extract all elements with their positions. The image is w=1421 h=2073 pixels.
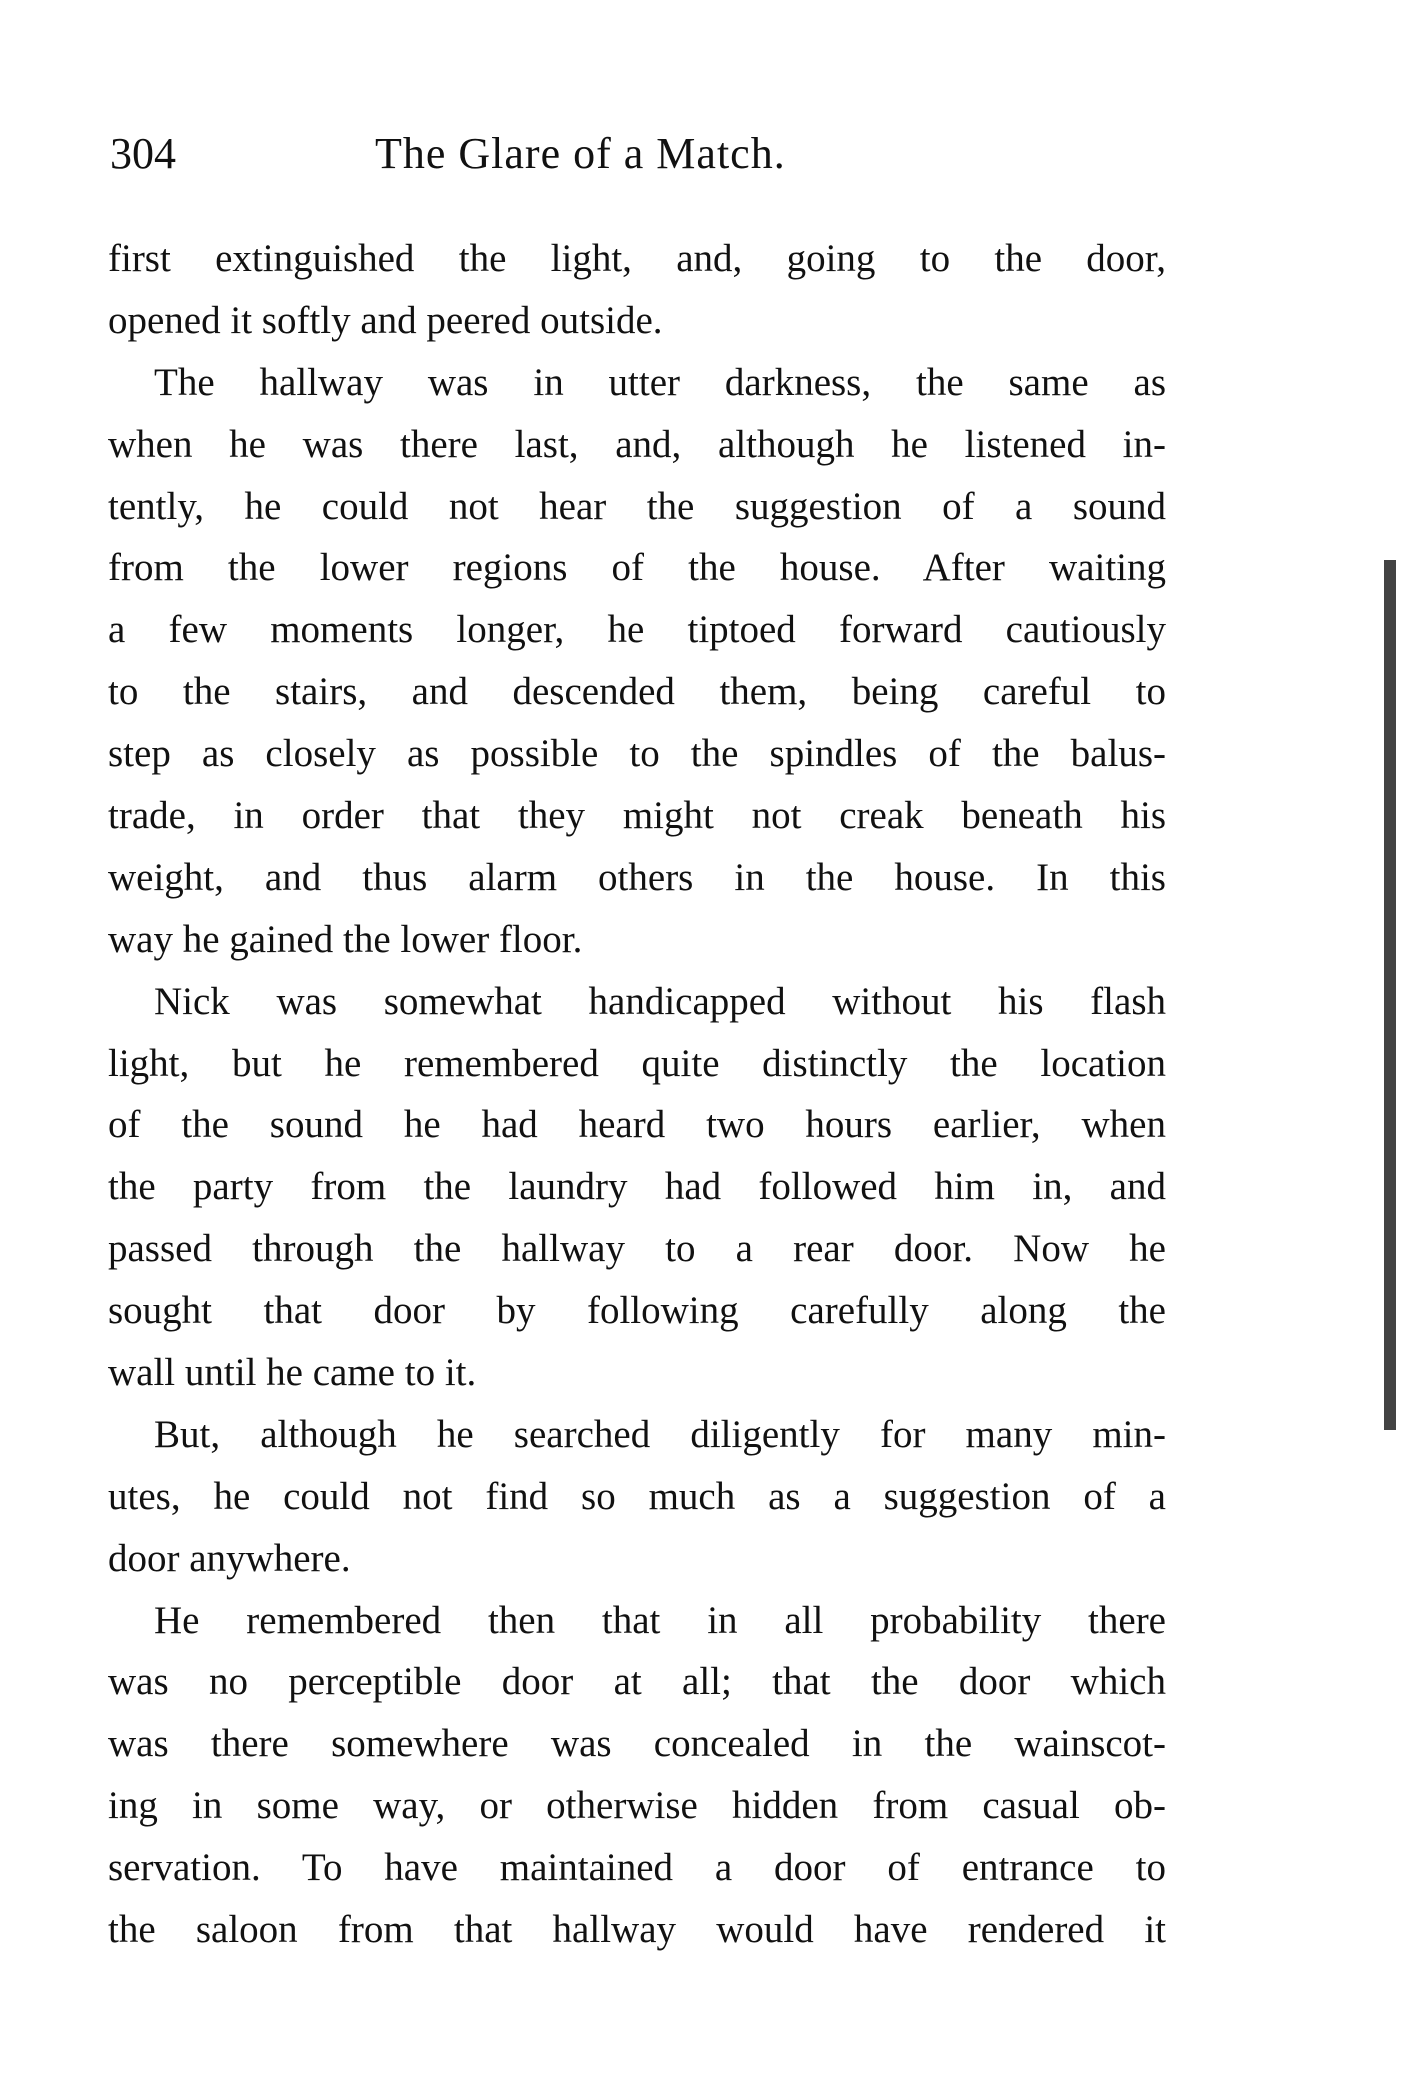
text-line: wall until he came to it. [108,1351,477,1395]
text-line: passed through the hallway to a rear door. Now he [108,1227,1166,1271]
text-line: way he gained the lower floor. [108,917,583,961]
text-line: He remembered then that in all probability there [154,1598,1166,1642]
text-line: step as closely as possible to the spindles of the balus- [108,732,1166,776]
running-title: The Glare of a Match. [375,129,786,178]
running-header [110,128,1170,188]
text-line: the party from the laundry had followed him in, and [108,1165,1166,1209]
text-line: first extinguished the light, and, going to the door, [108,237,1166,280]
text-line: was there somewhere was concealed in the wainscot- [108,1722,1166,1766]
text-line: The hallway was in utter darkness, the same as [154,360,1166,404]
text-line: But, although he searched diligently for many min- [154,1412,1166,1456]
body-text [108,228,1166,1961]
text-line: utes, he could not find so much as a suggestion of a [108,1474,1166,1518]
text-line: door anywhere. [108,1536,351,1580]
text-line: opened it softly and peered outside. [108,298,663,342]
text-line: light, but he remembered quite distinctly the location [108,1041,1166,1085]
text-line: trade, in order that they might not creak beneath his [108,794,1166,838]
text-line: when he was there last, and, although he listened in- [108,422,1166,466]
text-line: servation. To have maintained a door of entrance to [108,1846,1166,1890]
text-line: tently, he could not hear the suggestion of a sound [108,484,1166,528]
text-line: was no perceptible door at all; that the door which [108,1660,1166,1704]
text-line: weight, and thus alarm others in the house. In this [108,855,1166,899]
text-line: a few moments longer, he tiptoed forward cautiously [108,608,1166,652]
text-line: from the lower regions of the house. After waiting [108,546,1166,590]
scan-edge-shadow [1384,560,1396,1430]
text-line: Nick was somewhat handicapped without his flash [154,979,1166,1023]
text-line: to the stairs, and descended them, being careful to [108,670,1166,714]
text-line: of the sound he had heard two hours earlier, when [108,1103,1166,1147]
text-line: sought that door by following carefully along the [108,1289,1166,1333]
page-number: 304 [110,129,176,178]
text-line: ing in some way, or otherwise hidden from casual ob- [108,1784,1166,1828]
text-line: the saloon from that hallway would have rendered it [108,1908,1166,1952]
